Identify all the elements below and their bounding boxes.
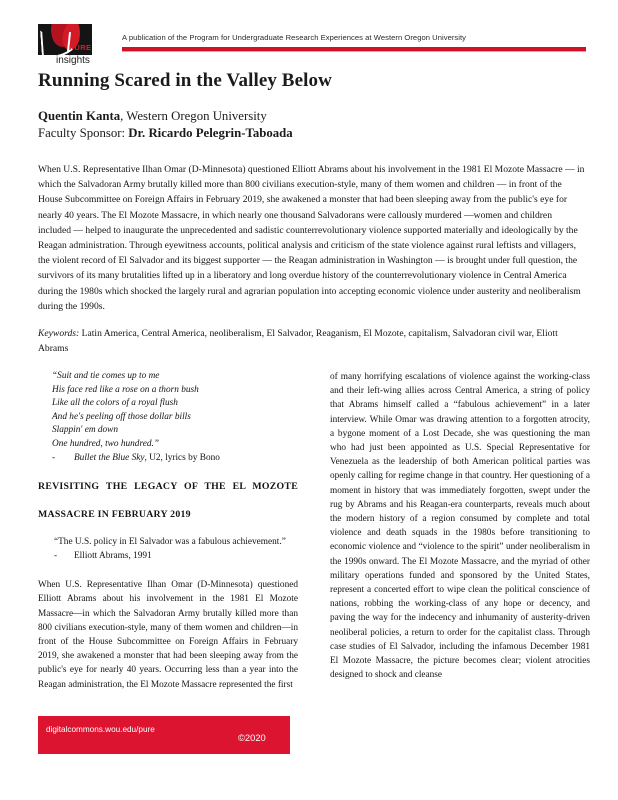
keywords	[38, 327, 586, 356]
epigraph-source-title: Bullet the Blue Sky	[74, 452, 145, 463]
sponsor-name: Dr. Ricardo Pelegrin-Taboada	[128, 126, 293, 140]
masthead	[38, 24, 586, 70]
epigraph-line: His face red like a rose on a thorn bush	[52, 384, 199, 395]
section-heading-line-1: REVISITING THE LEGACY OF THE EL MOZOTE	[38, 481, 298, 493]
keywords-label: Keywords:	[38, 328, 80, 339]
abstract-text: When U.S. Representative Ilhan Omar (D-Minnesota) questioned Elliott Abrams about his involvement in the 1981 El Mozote Massacre — in which the Salvadoran Army brutally killed more than 800 civilians execution-style, many of them women and children — in front of the House Subcommittee on Foreign Affairs in February 2019, she awakened a monster that had been sleeping away from the public's eye for nearly 40 years. The El Mozote Massacre, in which nearly one thousand Salvadorans were callously murdered —women and children included — helped to inaugurate the unprecedented and sadistic counterrevolutionary violence supported materially and ideologically by the Reagan administration. Through eyewitness accounts, political analysis and criticism of the state violence against rural leftists and villagers, the violent record of El Salvador and its biggest supporter — the Reagan administration in Washington — is brought under full question, the survivors of its many brutalities lifted up in a liberatory and long overdue history of the counterrevolutionary violence in Central America during the 1980s which shocked the largely rural and agrarian population into accepting economic violence under austerity and neoliberalism during the 1990s.	[38, 164, 585, 312]
epigraph-line: One hundred, two hundred.”	[52, 438, 159, 449]
footer-copyright: ©2020	[238, 732, 266, 743]
pull-quote-attrib-text: Elliott Abrams, 1991	[74, 551, 152, 562]
logo-pure-text: PURE	[69, 43, 92, 52]
logo-insights-text: insights	[56, 55, 90, 66]
byline	[38, 108, 578, 142]
byline-author-line	[38, 108, 578, 125]
section-heading	[38, 480, 298, 522]
pure-insights-logo	[38, 24, 110, 68]
left-column	[38, 370, 298, 692]
author-affiliation: , Western Oregon University	[120, 109, 267, 123]
right-column	[330, 370, 590, 682]
header-thin-rule	[122, 51, 586, 52]
epigraph-line: And he's peeling off those dollar bills	[52, 411, 191, 422]
publication-line: A publication of the Program for Undergraduate Research Experiences at Western Oregon University	[122, 33, 467, 42]
epigraph-block	[52, 370, 298, 452]
section-heading-line-2: MASSACRE IN FEBRUARY 2019	[38, 509, 191, 521]
footer-banner	[38, 716, 290, 754]
left-column-paragraph: When U.S. Representative Ilhan Omar (D-Minnesota) questioned Elliott Abrams about his involvement in the 1981 El Mozote Massacre—in which the Salvadoran Army brutally killed more than 800 civilians execution-style, many of them women and children—in front of the House Subcommittee on Foreign Affairs in February 2019, she awakened a monster that had been sleeping away from the public's eye for nearly 40 years. Occurring less than a year into the Reagan administration, the El Mozote Massacre represented the first	[38, 580, 298, 690]
epigraph-line: Like all the colors of a royal flush	[52, 398, 178, 409]
epigraph-source-rest: , U2, lyrics by Bono	[144, 452, 220, 463]
pull-quote: “The U.S. policy in El Salvador was a fabulous achievement.”	[54, 537, 286, 548]
epigraph-line: “Suit and tie comes up to me	[52, 371, 160, 381]
two-column-body	[38, 370, 590, 710]
byline-sponsor-line	[38, 125, 578, 142]
epigraph-citation	[52, 452, 298, 466]
page-title: Running Scared in the Valley Below	[38, 70, 332, 91]
author-name: Quentin Kanta	[38, 109, 121, 123]
footer-url[interactable]: digitalcommons.wou.edu/pure	[46, 725, 155, 734]
epigraph-line: Slappin' em down	[52, 425, 119, 436]
epigraph-dash: -	[52, 452, 56, 463]
pull-quote-attribution	[54, 549, 298, 563]
keywords-value: Latin America, Central America, neoliberalism, El Salvador, Reaganism, El Mozote, capitalism, Salvadoran civil war, Eliott Abrams	[38, 328, 558, 354]
pull-quote-dash: -	[54, 551, 58, 562]
sponsor-label: Faculty Sponsor:	[38, 126, 129, 140]
right-column-paragraph: of many horrifying escalations of violence against the working-class and their left-wing allies across Central America, a string of policy that Abrams himself called a “fabulous achievement” in a later interview. While Omar was drawing attention to a forgotten atrocity, a bygone moment of a Lost Decade, she was questioning the man who had just been appointed as U.S. Special Representative for Venezuela as the leadership of both American political parties was openly calling for regime change in that country. Her questioning of a moment in history that was immediately forgotten, swept under the rug by Abrams and his Reagan-era counterparts, reveals much about the modern history of a region consumed by complete and total violence and death squads in the 1980s before transitioning to economic violence and “violence to the spirit” under neoliberalism in the 1990s onward. The El Mozote Massacre, and the myriad of other military operations funded and sponsored by the United States, represent a concerted effort to wipe clean the political conscience of nations, robbing the working-class of any hope or decency, and paving the way for the indecency and inhumanity of austerity-driven neoliberal policies, a return to order for the capitalist class. Through case studies of El Salvador, including the infamous December 1981 El Mozote Massacre, the picture becomes clear; violent atrocities designed to shock and cleanse	[330, 372, 590, 681]
